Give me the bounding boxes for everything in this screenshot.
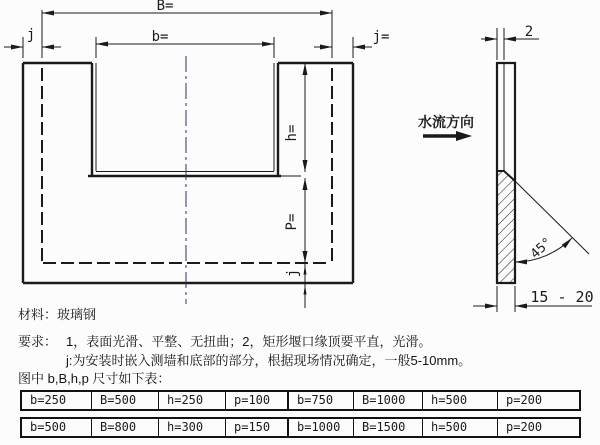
spec-cell-p: p=200 <box>498 391 581 410</box>
dim-2-label: 2 <box>524 24 534 40</box>
dim-j-bottom-arrow-top <box>304 265 307 275</box>
spec-cell-h: h=500 <box>423 391 498 410</box>
flow-direction-label: 水流方向 <box>418 114 474 130</box>
table-row <box>21 418 315 437</box>
spec-cell-p: p=100 <box>226 391 316 410</box>
spec-table-left-top <box>20 390 316 411</box>
dim-1520-extension-lines <box>497 286 515 312</box>
requirement-line-1: 1，表面光滑、平整、无扭曲；2，矩形堰口缘顶要平直，光滑。 <box>66 334 432 349</box>
dim-j-bottom-arrow-bottom <box>304 285 307 295</box>
spec-cell-B: B=1000 <box>354 391 423 410</box>
front-view <box>4 0 389 308</box>
section-hatch-area <box>497 171 515 283</box>
table-row <box>21 391 315 410</box>
side-view <box>418 24 594 312</box>
spec-cell-b: b=750 <box>288 391 354 410</box>
spec-table-right-top <box>287 390 581 411</box>
flow-arrow-head <box>456 131 472 141</box>
spec-cell-b: b=1000 <box>288 418 354 437</box>
notch-contour <box>88 63 281 176</box>
dim-1520-label: 15 - 20 <box>530 288 594 306</box>
dim-P-label: P= <box>284 213 300 231</box>
spec-cell-B: B=500 <box>92 391 159 410</box>
spec-cell-B: B=800 <box>92 418 159 437</box>
angle-label: 45° <box>527 234 556 262</box>
spec-cell-b: b=250 <box>21 391 92 410</box>
dim-j-left-label: j <box>26 27 36 43</box>
dim-j-bottom-label: j <box>285 268 301 278</box>
dim-b-label: b= <box>151 29 169 45</box>
dim-b-extension-lines <box>96 37 274 58</box>
requirement-line-2: j:为安装时嵌入测墙和底部的部分，根据现场情况确定，一般5-10mm。 <box>66 353 472 368</box>
spec-cell-p: p=200 <box>498 418 581 437</box>
table-caption: 图中 b,B,h,p 尺寸如下表： <box>18 371 171 386</box>
spec-cell-h: h=250 <box>159 391 226 410</box>
dim-B-label: B= <box>156 0 174 14</box>
spec-cell-B: B=1500 <box>354 418 423 437</box>
spec-cell-h: h=500 <box>423 418 498 437</box>
table-row <box>288 418 580 437</box>
table-row <box>288 391 580 410</box>
dim-j-right-label: j= <box>372 29 390 45</box>
material-note: 材料：玻璃钢 <box>18 307 97 322</box>
spec-table-left-bottom <box>20 417 316 438</box>
plate-outer-contour <box>23 63 353 283</box>
dim-B-extension-lines <box>42 10 332 58</box>
embedment-dashed-line <box>42 68 332 263</box>
spec-table-right-bottom <box>287 417 581 438</box>
spec-cell-h: h=300 <box>159 418 226 437</box>
spec-cell-b: b=500 <box>21 418 92 437</box>
spec-cell-p: p=150 <box>226 418 316 437</box>
dim-2-extension-lines <box>497 28 504 60</box>
dim-h-label: h= <box>284 124 300 142</box>
notch-inner-edge <box>96 63 274 172</box>
requirements-label: 要求： <box>18 334 58 349</box>
